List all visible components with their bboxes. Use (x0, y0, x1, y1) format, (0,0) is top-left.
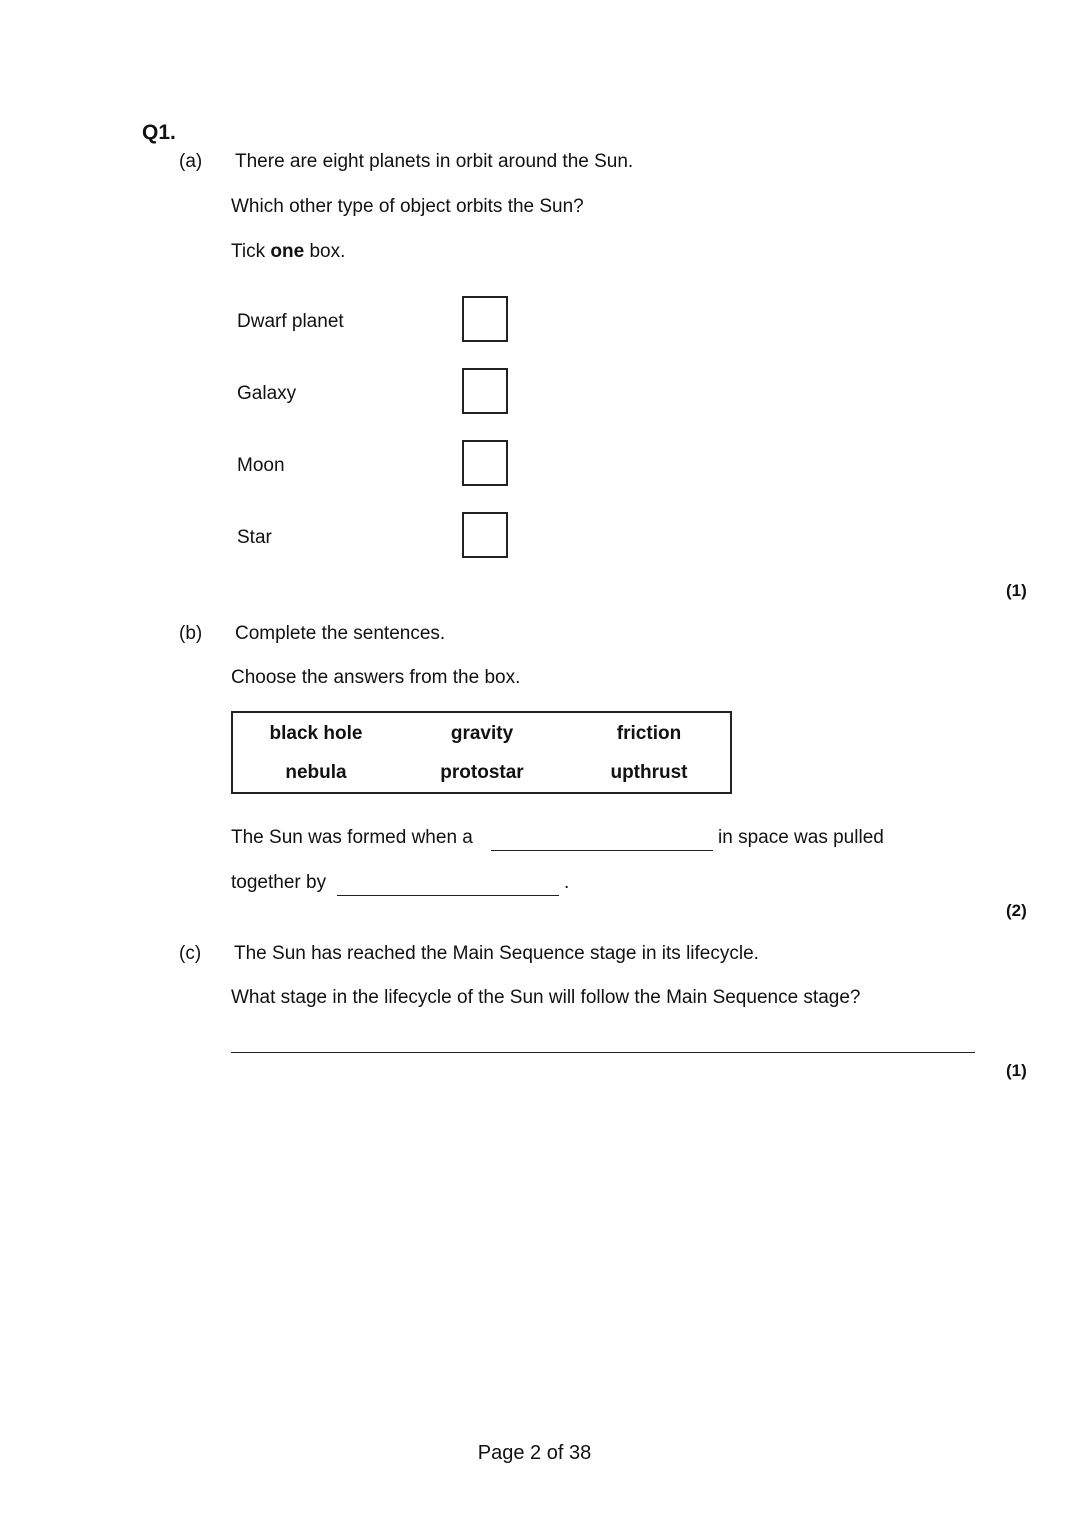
part-c-marks: (1) (1006, 1061, 1027, 1080)
sentence-2-end: . (564, 872, 570, 893)
instruction-bold: one (270, 241, 305, 262)
part-b-marks: (2) (1006, 901, 1027, 920)
option-label-moon: Moon (237, 455, 285, 476)
instruction-pre: Tick (231, 241, 271, 262)
page-footer (0, 1441, 1069, 1465)
option-checkbox-moon[interactable] (462, 440, 508, 486)
word-friction: friction (616, 723, 682, 744)
word-gravity: gravity (450, 723, 514, 744)
option-checkbox-dwarf-planet[interactable] (462, 296, 508, 342)
option-checkbox-star[interactable] (462, 512, 508, 558)
part-c-prompt: What stage in the lifecycle of the Sun will follow the Main Sequence stage? (231, 987, 861, 1008)
part-b-stem: Complete the sentences. (235, 623, 446, 644)
word-upthrust: upthrust (610, 762, 688, 783)
answer-line-part-c[interactable] (231, 1028, 975, 1053)
part-a-marks: (1) (1006, 581, 1027, 600)
instruction-post: box. (304, 241, 346, 262)
part-c-label: (c) (179, 943, 202, 964)
footer-of-word: of (546, 1442, 564, 1464)
part-a-label: (a) (179, 151, 203, 172)
option-label-galaxy: Galaxy (237, 383, 297, 404)
word-nebula: nebula (285, 762, 347, 783)
word-black-hole: black hole (269, 723, 363, 744)
option-label-star: Star (237, 527, 272, 548)
footer-current-page: 2 (530, 1442, 542, 1464)
footer-total-pages: 38 (568, 1442, 592, 1464)
option-checkbox-galaxy[interactable] (462, 368, 508, 414)
blank-answer-2[interactable] (337, 871, 559, 896)
footer-page-word: Page (477, 1442, 525, 1464)
part-a-instruction (231, 240, 345, 264)
option-label-dwarf-planet: Dwarf planet (237, 311, 344, 332)
blank-answer-1[interactable] (491, 826, 713, 851)
question-number: Q1. (142, 121, 176, 144)
part-c-stem: The Sun has reached the Main Sequence stage in its lifecycle. (234, 943, 759, 964)
sentence-1-start: The Sun was formed when a (231, 827, 473, 848)
part-b-label: (b) (179, 623, 203, 644)
word-protostar: protostar (440, 762, 524, 783)
part-a-stem: There are eight planets in orbit around the Sun. (235, 151, 634, 172)
part-a-prompt: Which other type of object orbits the Sun? (231, 196, 584, 217)
sentence-1-end: in space was pulled (718, 827, 884, 848)
part-b-prompt: Choose the answers from the box. (231, 667, 521, 688)
answer-word-box (231, 711, 732, 794)
sentence-2-start: together by (231, 872, 327, 893)
